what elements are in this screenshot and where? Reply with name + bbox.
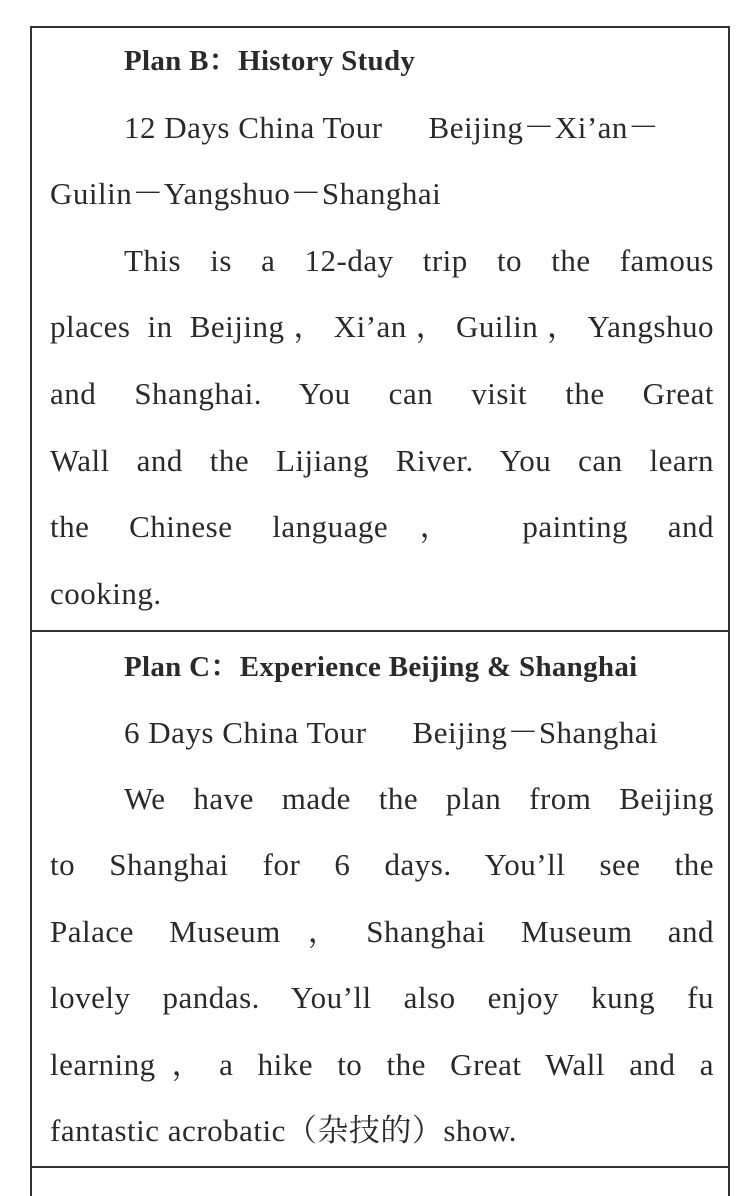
- plan-b-body-line: places in Beijing，Xi’an，Guilin，Yangshuo: [50, 309, 714, 344]
- plan-c-heading: Plan C：Experience Beijing & Shanghai: [124, 651, 638, 683]
- plan-c-tour-name: 6 Days China Tour: [124, 715, 367, 750]
- plan-c-body-line: fantastic acrobatic（杂技的）show.: [50, 1113, 518, 1148]
- plan-b-heading: Plan B：History Study: [124, 45, 416, 77]
- plan-b-body-line: cooking.: [50, 576, 162, 611]
- row-divider: [30, 630, 730, 632]
- plan-b-body-line: This is a 12-day trip to the famous: [124, 243, 714, 278]
- plan-c-body-line: We have made the plan from Beijing: [124, 781, 714, 816]
- plan-b-route-start: Beijing－Xi’an－: [428, 110, 660, 145]
- plan-b-tour-line: [124, 108, 714, 148]
- plan-c-body-line: lovely pandas. You’ll also enjoy kung fu: [50, 980, 714, 1015]
- row-divider-bottom: [30, 1166, 730, 1168]
- plan-b-tour-name: 12 Days China Tour: [124, 110, 383, 145]
- plan-c-body-line: to Shanghai for 6 days. You’ll see the: [50, 847, 714, 882]
- plan-c-route: Beijing－Shanghai: [412, 715, 659, 750]
- plan-b-body-line: Wall and the Lijiang River. You can learn: [50, 443, 714, 478]
- plan-b-body-line: the Chinese language， painting and: [50, 509, 714, 544]
- plan-b-body-line: and Shanghai. You can visit the Great: [50, 376, 714, 411]
- plan-b-route-end: Guilin－Yangshuo－Shanghai: [50, 176, 442, 211]
- plan-c-body-line: Palace Museum，Shanghai Museum and: [50, 914, 714, 949]
- plan-c-tour-line: [124, 713, 714, 753]
- plan-c-body-line: learning，a hike to the Great Wall and a: [50, 1047, 714, 1082]
